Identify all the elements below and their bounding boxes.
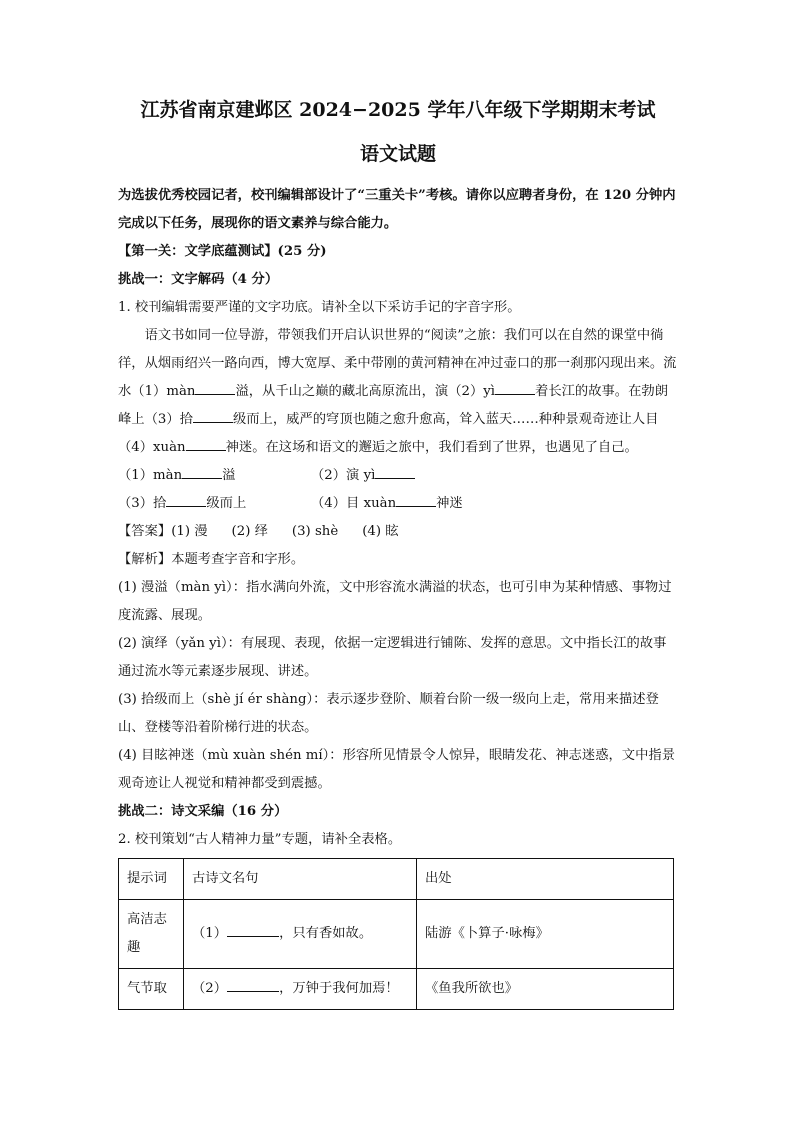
analysis-item: (1) 漫溢（màn yì）：指水满向外流，文中形容流水满溢的状态，也可引申为某种情感、事物过度流露、展现。	[118, 580, 672, 623]
item-pre: （3）拾	[118, 496, 167, 511]
answer-item	[311, 490, 501, 518]
fill-blank	[186, 436, 226, 451]
answer-item	[118, 490, 311, 518]
passage-text: 着长江的故事。在勃朗峰上（3）拾	[118, 384, 668, 427]
keyword-cell: 气节取	[119, 969, 184, 1010]
item-pre: （4）目 xuàn	[311, 496, 397, 511]
answer-items-row	[118, 490, 678, 518]
item-pre: （2）演 yì	[311, 468, 376, 483]
quote-cell	[184, 900, 417, 969]
passage-text: 级而上，威严的穹顶也随之愈升愈高，耸入蓝天……种种景观奇迹让人目（4）xuàn	[118, 412, 659, 455]
analysis-item: (3) 拾级而上（shè jí ér shàng）：表示逐步登阶、顺着台阶一级一级向上走，常用来描述登山、登楼等沿着阶梯行进的状态。	[118, 692, 659, 735]
table-row	[119, 969, 674, 1010]
keyword-cell: 高洁志趣	[119, 900, 184, 969]
challenge-heading: 挑战一：文字解码（4 分）	[118, 272, 279, 287]
answer-value: (2) 绎	[231, 524, 268, 539]
question-prompt: 1. 校刊编辑需要严谨的文字功底。请补全以下采访手记的字音字形。	[118, 300, 521, 315]
fill-blank	[227, 977, 279, 992]
answer-line	[118, 518, 678, 546]
table-header-cell: 出处	[417, 859, 674, 900]
source-cell: 《鱼我所欲也》	[417, 969, 674, 1010]
table-header-cell: 古诗文名句	[184, 859, 417, 900]
section-heading: 【第一关：文学底蕴测试】(25 分)	[118, 244, 327, 259]
answer-item	[118, 462, 311, 490]
quote-post: ，万钟于我何加焉！	[279, 981, 399, 996]
fill-blank	[182, 464, 222, 479]
answer-value: (1) 漫	[171, 524, 208, 539]
quote-post: ，只有香如故。	[279, 926, 373, 941]
passage-text: 语文书如同一位导游，带领我们开启认识世界的“阅读”之旅：我们可以在自然的课堂中徜徉，从烟雨绍兴一路向西，博大宽厚、柔中带刚的黄河精神在冲过壶口的那一刹那闪现出来。流水（1）màn	[118, 328, 677, 399]
document-page	[118, 96, 678, 1010]
analysis-item: (2) 演绎（yǎn yì）：有展现、表现，依据一定逻辑进行铺陈、发挥的意思。文中指长江的故事通过流水等元素逐步展现、讲述。	[118, 636, 667, 679]
quote-pre: （1）	[192, 926, 228, 941]
answer-item	[311, 462, 501, 490]
answer-value: (4) 眩	[362, 524, 399, 539]
item-post: 溢	[222, 468, 236, 483]
passage-text: 溢，从千山之巅的藏北高原流出，演（2）yì	[235, 384, 496, 399]
challenge-heading: 挑战二：诗文采编（16 分）	[118, 804, 288, 819]
analysis-intro: 本题考查字音和字形。	[171, 552, 305, 567]
fill-blank	[495, 380, 535, 395]
fill-blank	[195, 380, 235, 395]
document-subtitle: 语文试题	[359, 143, 436, 165]
quote-pre: （2）	[192, 981, 228, 996]
analysis-label: 【解析】	[118, 552, 172, 567]
passage-text: 神迷。在这场和语文的邂逅之旅中，我们看到了世界，也遇见了自己。	[225, 440, 638, 455]
document-title: 江苏省南京建邺区 2024−2025 学年八年级下学期期末考试	[140, 99, 656, 121]
fill-blank	[227, 922, 279, 937]
table-header-row	[119, 859, 674, 900]
table-row	[119, 900, 674, 969]
item-pre: （1）màn	[118, 468, 183, 483]
source-cell: 陆游《卜算子·咏梅》	[417, 900, 674, 969]
intro-paragraph: 为选拔优秀校园记者，校刊编辑部设计了“三重关卡”考核。请你以应聘者身份，在 120 分钟内完成以下任务，展现你的语文素养与综合能力。	[118, 188, 676, 231]
poetry-table	[118, 858, 674, 1010]
fill-blank	[166, 492, 206, 507]
item-post: 级而上	[206, 496, 247, 511]
quote-cell	[184, 969, 417, 1010]
table-header-cell: 提示词	[119, 859, 184, 900]
item-post: 神迷	[436, 496, 463, 511]
analysis-item: (4) 目眩神迷（mù xuàn shén mí）：形容所见情景令人惊异，眼睛发花、神志迷惑，文中指景观奇迹让人视觉和精神都受到震撼。	[118, 748, 675, 791]
fill-blank	[375, 464, 415, 479]
answer-items-row	[118, 462, 678, 490]
question-prompt: 2. 校刊策划“古人精神力量”专题，请补全表格。	[118, 832, 402, 847]
answer-value: (3) shè	[291, 524, 339, 539]
answer-label: 【答案】	[118, 524, 172, 539]
fill-blank	[396, 492, 436, 507]
analysis-line	[118, 546, 678, 574]
fill-blank	[193, 408, 233, 423]
question-passage	[118, 322, 678, 462]
